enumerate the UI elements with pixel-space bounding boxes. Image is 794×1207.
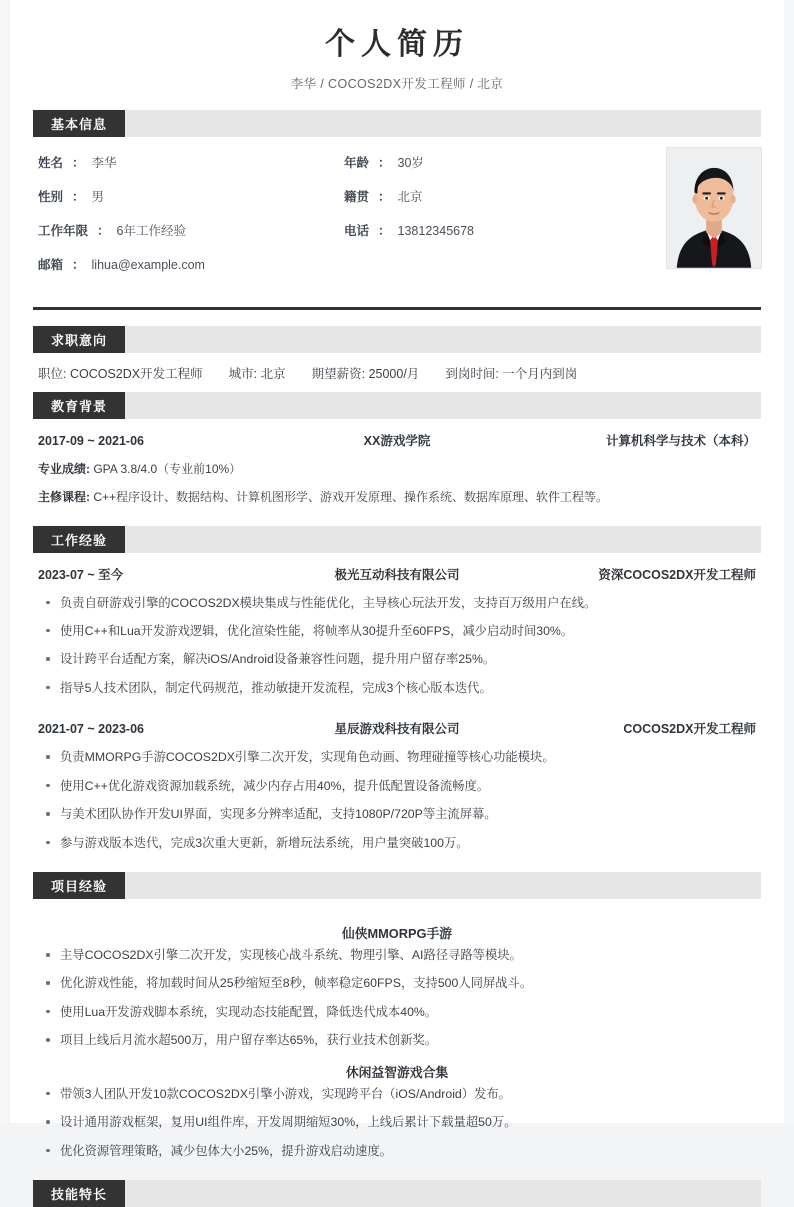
field-value: lihua@example.com xyxy=(91,257,205,272)
field-value: 李华 xyxy=(91,155,117,170)
section-header-education xyxy=(33,392,761,419)
work-experience-item xyxy=(38,565,756,698)
education-gpa xyxy=(38,460,756,478)
work-heading-row xyxy=(38,719,756,737)
intent-value: 北京 xyxy=(260,366,286,381)
section-badge-project: 项目经验 xyxy=(33,872,125,899)
list-item: 负责自研游戏引擎的COCOS2DX模块集成与性能优化，主导核心玩法开发，支持百万级用户在线。 xyxy=(38,594,756,612)
basic-info-row xyxy=(38,153,658,171)
avatar xyxy=(666,147,762,269)
intent-position xyxy=(38,364,203,382)
list-item: 带领3人团队开发10款COCOS2DX引擎小游戏，实现跨平台（iOS/Android）发布。 xyxy=(38,1085,756,1103)
work-company: 星辰游戏科技有限公司 xyxy=(334,722,460,737)
list-item: 参与游戏版本迭代，完成3次重大更新，新增玩法系统，用户量突破100万。 xyxy=(38,834,756,852)
intent-value: 25000/月 xyxy=(368,366,420,381)
field-value: 6年工作经验 xyxy=(116,223,186,238)
intent-key: 期望薪资: xyxy=(311,366,366,381)
basic-info-grid xyxy=(38,153,658,273)
list-item: 项目上线后月流水超500万，用户留存率达65%，获行业技术创新奖。 xyxy=(38,1031,756,1049)
work-title: COCOS2DX开发工程师 xyxy=(623,722,756,737)
field-label: 性别 xyxy=(38,189,64,204)
field-label: 工作年限 xyxy=(38,223,89,238)
intent-value: COCOS2DX开发工程师 xyxy=(69,366,203,381)
work-period: 2023-07 ~ 至今 xyxy=(38,567,124,582)
education-school: XX游戏学院 xyxy=(363,433,431,448)
project-experience-block xyxy=(10,899,784,1180)
education-block xyxy=(10,419,784,526)
list-item: 优化资源管理策略，减少包体大小25%，提升游戏启动速度。 xyxy=(38,1142,756,1160)
field-hometown xyxy=(344,187,644,205)
work-bullet-list xyxy=(38,594,756,698)
education-courses-label: 主修课程: xyxy=(38,489,90,504)
section-header-skills xyxy=(33,1180,761,1207)
field-age xyxy=(344,153,644,171)
list-item: 负责MMORPG手游COCOS2DX引擎二次开发，实现角色动画、物理碰撞等核心功能模块。 xyxy=(38,748,756,766)
field-colon: ： xyxy=(72,189,85,204)
document-header xyxy=(10,0,784,110)
basic-info-divider xyxy=(33,307,761,310)
work-experience-block xyxy=(10,553,784,873)
field-name xyxy=(38,153,344,171)
field-experience-years xyxy=(38,221,344,239)
list-item: 设计通用游戏框架，复用UI组件库，开发周期缩短30%，上线后累计下载量超50万。 xyxy=(38,1113,756,1131)
section-badge-intent: 求职意向 xyxy=(33,326,125,353)
list-item: 与美术团队协作开发UI界面，实现多分辨率适配，支持1080P/720P等主流屏幕。 xyxy=(38,805,756,823)
page-title: 个人简历 xyxy=(325,28,469,61)
section-header-intent xyxy=(33,326,761,353)
field-email xyxy=(38,255,344,273)
field-label: 姓名 xyxy=(38,155,64,170)
project-item xyxy=(38,1062,756,1160)
basic-info-row xyxy=(38,255,658,273)
field-value: 北京 xyxy=(397,189,423,204)
project-bullet-list xyxy=(38,1085,756,1160)
field-label: 年龄 xyxy=(344,155,370,170)
project-bullet-list xyxy=(38,946,756,1050)
job-intention-block xyxy=(10,353,784,392)
page-subtitle: 李华 / COCOS2DX开发工程师 / 北京 xyxy=(290,76,504,91)
work-company: 极光互动科技有限公司 xyxy=(334,567,460,582)
work-title: 资深COCOS2DX开发工程师 xyxy=(598,567,756,582)
education-degree: 计算机科学与技术（本科） xyxy=(605,433,756,448)
basic-info-row xyxy=(38,221,658,239)
education-period: 2017-09 ~ 2021-06 xyxy=(38,433,144,448)
field-colon: ： xyxy=(97,223,110,238)
project-name: 仙侠MMORPG手游 xyxy=(341,926,453,941)
intent-salary xyxy=(312,364,420,382)
work-period: 2021-07 ~ 2023-06 xyxy=(38,722,144,737)
spacer xyxy=(38,709,756,719)
field-value: 男 xyxy=(91,189,105,204)
project-name: 休闲益智游戏合集 xyxy=(345,1064,449,1080)
portrait-photo-icon xyxy=(667,148,761,268)
work-experience-item xyxy=(38,719,756,852)
section-header-basic xyxy=(33,110,761,137)
work-bullet-list xyxy=(38,748,756,852)
education-heading-row xyxy=(38,431,756,449)
section-badge-work: 工作经验 xyxy=(33,526,125,553)
list-item: 优化游戏性能，将加载时间从25秒缩短至8秒，帧率稳定60FPS，支持500人同屏战斗。 xyxy=(38,974,756,992)
project-item xyxy=(38,923,756,1050)
basic-info-row xyxy=(38,187,658,205)
field-value: 13812345678 xyxy=(397,223,475,238)
list-item: 主导COCOS2DX引擎二次开发，实现核心战斗系统、物理引擎、AI路径寻路等模块。 xyxy=(38,946,756,964)
field-label: 电话 xyxy=(344,223,370,238)
field-colon: ： xyxy=(72,257,85,272)
education-courses-value: C++程序设计、数据结构、计算机图形学、游戏开发原理、操作系统、数据库原理、软件工程等。 xyxy=(93,489,609,504)
section-badge-basic: 基本信息 xyxy=(33,110,125,137)
intent-key: 城市: xyxy=(228,366,258,381)
field-value: 30岁 xyxy=(397,155,424,170)
education-courses xyxy=(38,488,756,506)
section-header-project xyxy=(33,872,761,899)
field-label: 籍贯 xyxy=(344,189,370,204)
education-gpa-value: GPA 3.8/4.0（专业前10%） xyxy=(93,461,242,476)
intent-value: 一个月内到岗 xyxy=(502,366,578,381)
section-header-work xyxy=(33,526,761,553)
basic-info-block xyxy=(10,137,784,307)
list-item: 使用Lua开发游戏脚本系统，实现动态技能配置，降低迭代成本40%。 xyxy=(38,1003,756,1021)
intent-city xyxy=(229,364,286,382)
field-colon: ： xyxy=(378,223,391,238)
field-label: 邮箱 xyxy=(38,257,64,272)
list-item: 使用C++和Lua开发游戏逻辑，优化渲染性能，将帧率从30提升至60FPS，减少启动时间30%。 xyxy=(38,622,756,640)
section-badge-education: 教育背景 xyxy=(33,392,125,419)
section-badge-skills: 技能特长 xyxy=(33,1180,125,1207)
field-gender xyxy=(38,187,344,205)
field-colon: ： xyxy=(72,155,85,170)
field-colon: ： xyxy=(378,189,391,204)
list-item: 指导5人技术团队，制定代码规范，推动敏捷开发流程，完成3个核心版本迭代。 xyxy=(38,679,756,697)
work-heading-row xyxy=(38,565,756,583)
field-colon: ： xyxy=(378,155,391,170)
intent-key: 到岗时间: xyxy=(445,366,499,381)
intent-key: 职位: xyxy=(38,366,67,381)
list-item: 使用C++优化游戏资源加载系统，减少内存占用40%，提升低配置设备流畅度。 xyxy=(38,777,756,795)
education-gpa-label: 专业成绩: xyxy=(38,461,90,476)
list-item: 设计跨平台适配方案，解决iOS/Android设备兼容性问题，提升用户留存率25%。 xyxy=(38,650,756,668)
field-phone xyxy=(344,221,644,239)
intent-availability xyxy=(445,364,577,382)
